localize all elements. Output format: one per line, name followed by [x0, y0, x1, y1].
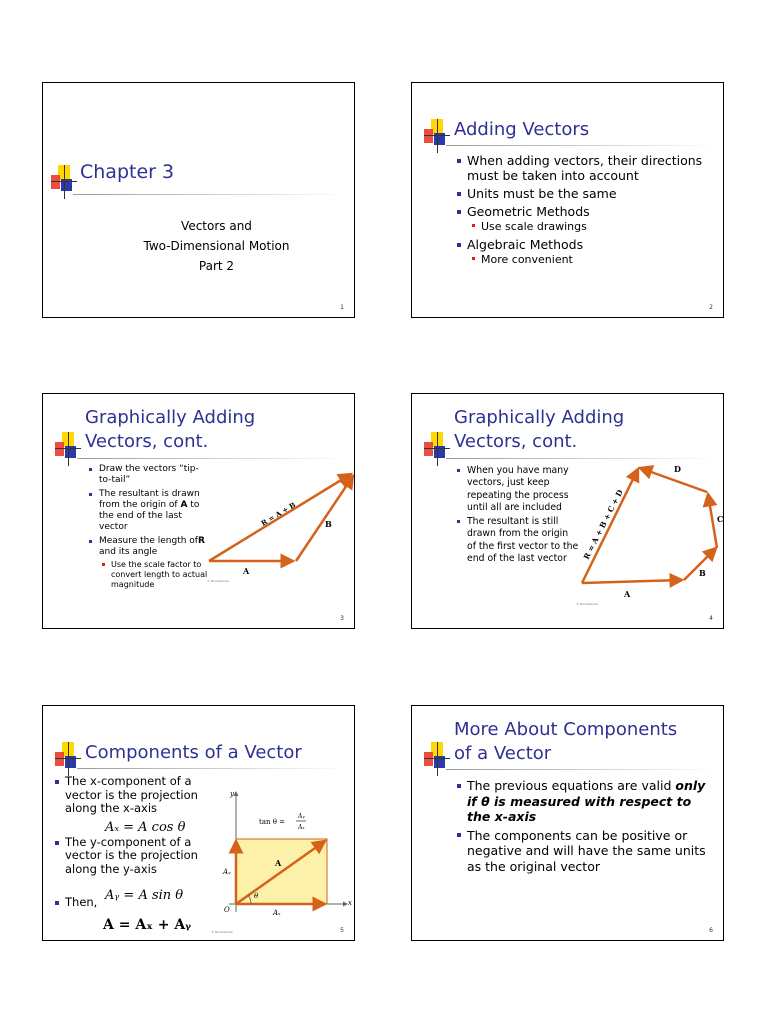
equation-ax: Aₓ = A cos θ — [105, 820, 186, 835]
slide-number: 4 — [709, 615, 713, 622]
slide-title-line: Vectors, cont. — [85, 431, 209, 452]
bullet-item: Measure the length ofR and its angle — [99, 536, 211, 558]
label-ay: Aᵧ — [223, 868, 231, 876]
label-resultant: R = A + B + C + D — [581, 488, 625, 561]
bullet-item: The resultant is drawn from the origin of A to the end of the last vector — [99, 489, 211, 533]
resultant-r-arrow — [582, 469, 638, 583]
components-figure — [209, 784, 355, 924]
image-credit: © Brooks/Cole — [207, 579, 229, 583]
label-y-axis: y — [230, 790, 234, 798]
bullet-item: The y-component of a vector is the projection along the y-axis — [65, 836, 215, 877]
label-tan-den: Aₓ — [298, 824, 305, 831]
subtitle-line: Vectors and — [181, 219, 252, 233]
sub-bullet-item: Use the scale factor to convert length to actual magnitude — [111, 560, 211, 590]
slide-decoration-icon — [55, 742, 81, 776]
slide-4 — [411, 393, 724, 629]
slide-decoration-icon — [424, 119, 450, 153]
label-theta: θ — [254, 892, 259, 900]
slide-2 — [411, 82, 724, 318]
slide-title-line: More About Components — [454, 719, 678, 740]
image-credit: © Brooks/Cole — [211, 930, 233, 934]
label-b: B — [699, 568, 706, 578]
slide-number: 6 — [709, 927, 713, 934]
slide-1 — [42, 82, 355, 318]
slide-5 — [42, 705, 355, 941]
slide-decoration-icon — [424, 742, 450, 776]
bullet-list — [467, 778, 717, 874]
vector-addition-figure — [203, 464, 355, 584]
title-underline — [77, 458, 349, 459]
vector-c-arrow — [708, 494, 717, 548]
title-underline — [77, 768, 349, 769]
bullet-item: Units must be the same — [467, 186, 707, 201]
subtitle-line: Part 2 — [198, 259, 235, 273]
slide-title-line: Graphically Adding — [85, 407, 256, 428]
label-a: A — [275, 858, 282, 868]
subtitle-block — [61, 216, 355, 276]
bullet-item: Then, — [65, 896, 215, 910]
bullet-item: The components can be positive or negative and will have the same units as the original vector — [467, 828, 717, 875]
bullet-item: Algebraic Methods — [467, 237, 707, 252]
label-x-axis: x — [348, 899, 352, 907]
label-c: C — [717, 514, 724, 524]
bullet-item: Draw the vectors “tip-to-tail” — [99, 464, 211, 486]
title-underline — [73, 194, 348, 195]
sub-bullet-item: More convenient — [481, 252, 707, 267]
bullet-list — [467, 465, 579, 565]
bullet-item: The x-component of a vector is the projection along the x-axis — [65, 775, 215, 816]
bullet-item: When adding vectors, their directions must be taken into account — [467, 153, 707, 183]
label-a: A — [624, 589, 631, 599]
slide-title-line: Vectors, cont. — [454, 431, 578, 452]
slide-title: Chapter 3 — [80, 161, 175, 183]
label-origin: O — [224, 906, 230, 914]
label-a: A — [243, 566, 250, 576]
bullet-item: The resultant is still drawn from the origin of the first vector to the end of the last vector — [467, 516, 579, 565]
label-ax: Aₓ — [273, 909, 281, 917]
label-tan: tan θ = — [259, 818, 286, 826]
bullet-list — [467, 153, 707, 267]
label-d: D — [674, 464, 681, 474]
equation-sum: A = Aₓ + Aᵧ — [103, 917, 192, 933]
slide-title: Adding Vectors — [454, 119, 590, 140]
slide-title-line: of a Vector — [454, 743, 552, 764]
bullet-list — [99, 464, 211, 590]
slide-3 — [42, 393, 355, 629]
slide-6 — [411, 705, 724, 941]
sub-bullet-item: Use scale drawings — [481, 219, 707, 234]
slide-title-line: Graphically Adding — [454, 407, 625, 428]
multi-vector-figure — [574, 460, 724, 602]
title-underline — [446, 458, 718, 459]
slide-number: 1 — [340, 304, 344, 311]
slide-number: 2 — [709, 304, 713, 311]
slide-decoration-icon — [55, 432, 81, 466]
slide-number: 3 — [340, 615, 344, 622]
bullet-item: Geometric Methods — [467, 204, 707, 219]
label-b: B — [325, 519, 332, 529]
slide-number: 5 — [340, 927, 344, 934]
title-underline — [446, 145, 718, 146]
slide-title: Components of a Vector — [85, 742, 302, 763]
title-underline — [446, 769, 718, 770]
vector-a-arrow — [582, 580, 682, 583]
bullet-item: When you have many vectors, just keep repeating the process until all are included — [467, 465, 579, 514]
subtitle-line: Two-Dimensional Motion — [143, 239, 290, 253]
label-tan-num: Aᵧ — [298, 813, 305, 820]
equation-ay: Aᵧ = A sin θ — [105, 888, 184, 903]
slide-decoration-icon — [424, 432, 450, 466]
bullet-item: The previous equations are valid only if θ is measured with respect to the x-axis — [467, 778, 717, 825]
label-resultant: R = A + B — [259, 500, 298, 528]
image-credit: © Brooks/Cole — [576, 602, 598, 606]
